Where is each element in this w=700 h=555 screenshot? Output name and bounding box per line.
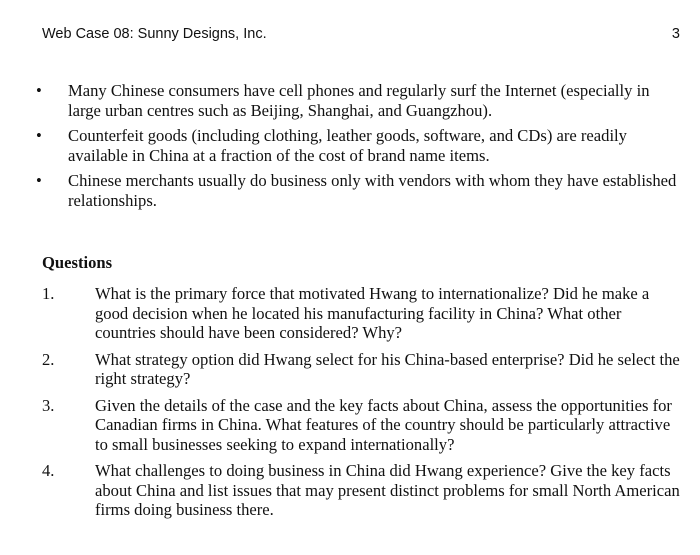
question-text: Given the details of the case and the key facts about China, assess the opportunities for Canadian firms in China. What features of the country should be particularly attractive to small businesses seeking to expand internationally? xyxy=(95,395,672,454)
questions-heading: Questions xyxy=(42,253,113,272)
bullet-text: Many Chinese consumers have cell phones and regularly surf the Internet (especially in large urban centres such as Beijing, Shanghai, and Guangzhou). xyxy=(68,81,650,120)
questions-list xyxy=(42,284,682,527)
question-text: What strategy option did Hwang select for his China-based enterprise? Did he select the right strategy? xyxy=(95,349,680,388)
bullet-item xyxy=(36,126,686,165)
question-number: 4. xyxy=(42,461,55,480)
bullet-icon: • xyxy=(36,81,42,100)
question-number: 1. xyxy=(42,284,55,303)
question-number: 3. xyxy=(42,395,55,415)
bullet-item xyxy=(36,171,686,210)
question-text: What challenges to doing business in China did Hwang experience? Give the key facts about China and list issues that may present distinct problems for small North American firms doing business there. xyxy=(95,461,680,519)
question-item xyxy=(42,396,682,455)
question-item xyxy=(42,461,682,520)
bullet-icon: • xyxy=(36,126,42,145)
page-header xyxy=(42,26,680,46)
question-item xyxy=(42,350,682,389)
bullet-icon: • xyxy=(36,171,42,190)
bullet-text: Chinese merchants usually do business only with vendors with whom they have established relationships. xyxy=(68,171,677,210)
page-number: 3 xyxy=(671,26,680,42)
document-title: Web Case 08: Sunny Designs, Inc. xyxy=(42,26,267,42)
key-facts-list xyxy=(36,81,686,216)
bullet-text: Counterfeit goods (including clothing, leather goods, software, and CDs) are readily available in China at a fraction of the cost of brand name items. xyxy=(68,126,627,165)
question-number: 2. xyxy=(42,349,55,369)
bullet-item xyxy=(36,81,686,120)
question-item xyxy=(42,284,682,343)
question-text: What is the primary force that motivated Hwang to internationalize? Did he make a good decision when he located his manufacturing facility in China? What other countries should have been considered? Why? xyxy=(95,284,650,342)
